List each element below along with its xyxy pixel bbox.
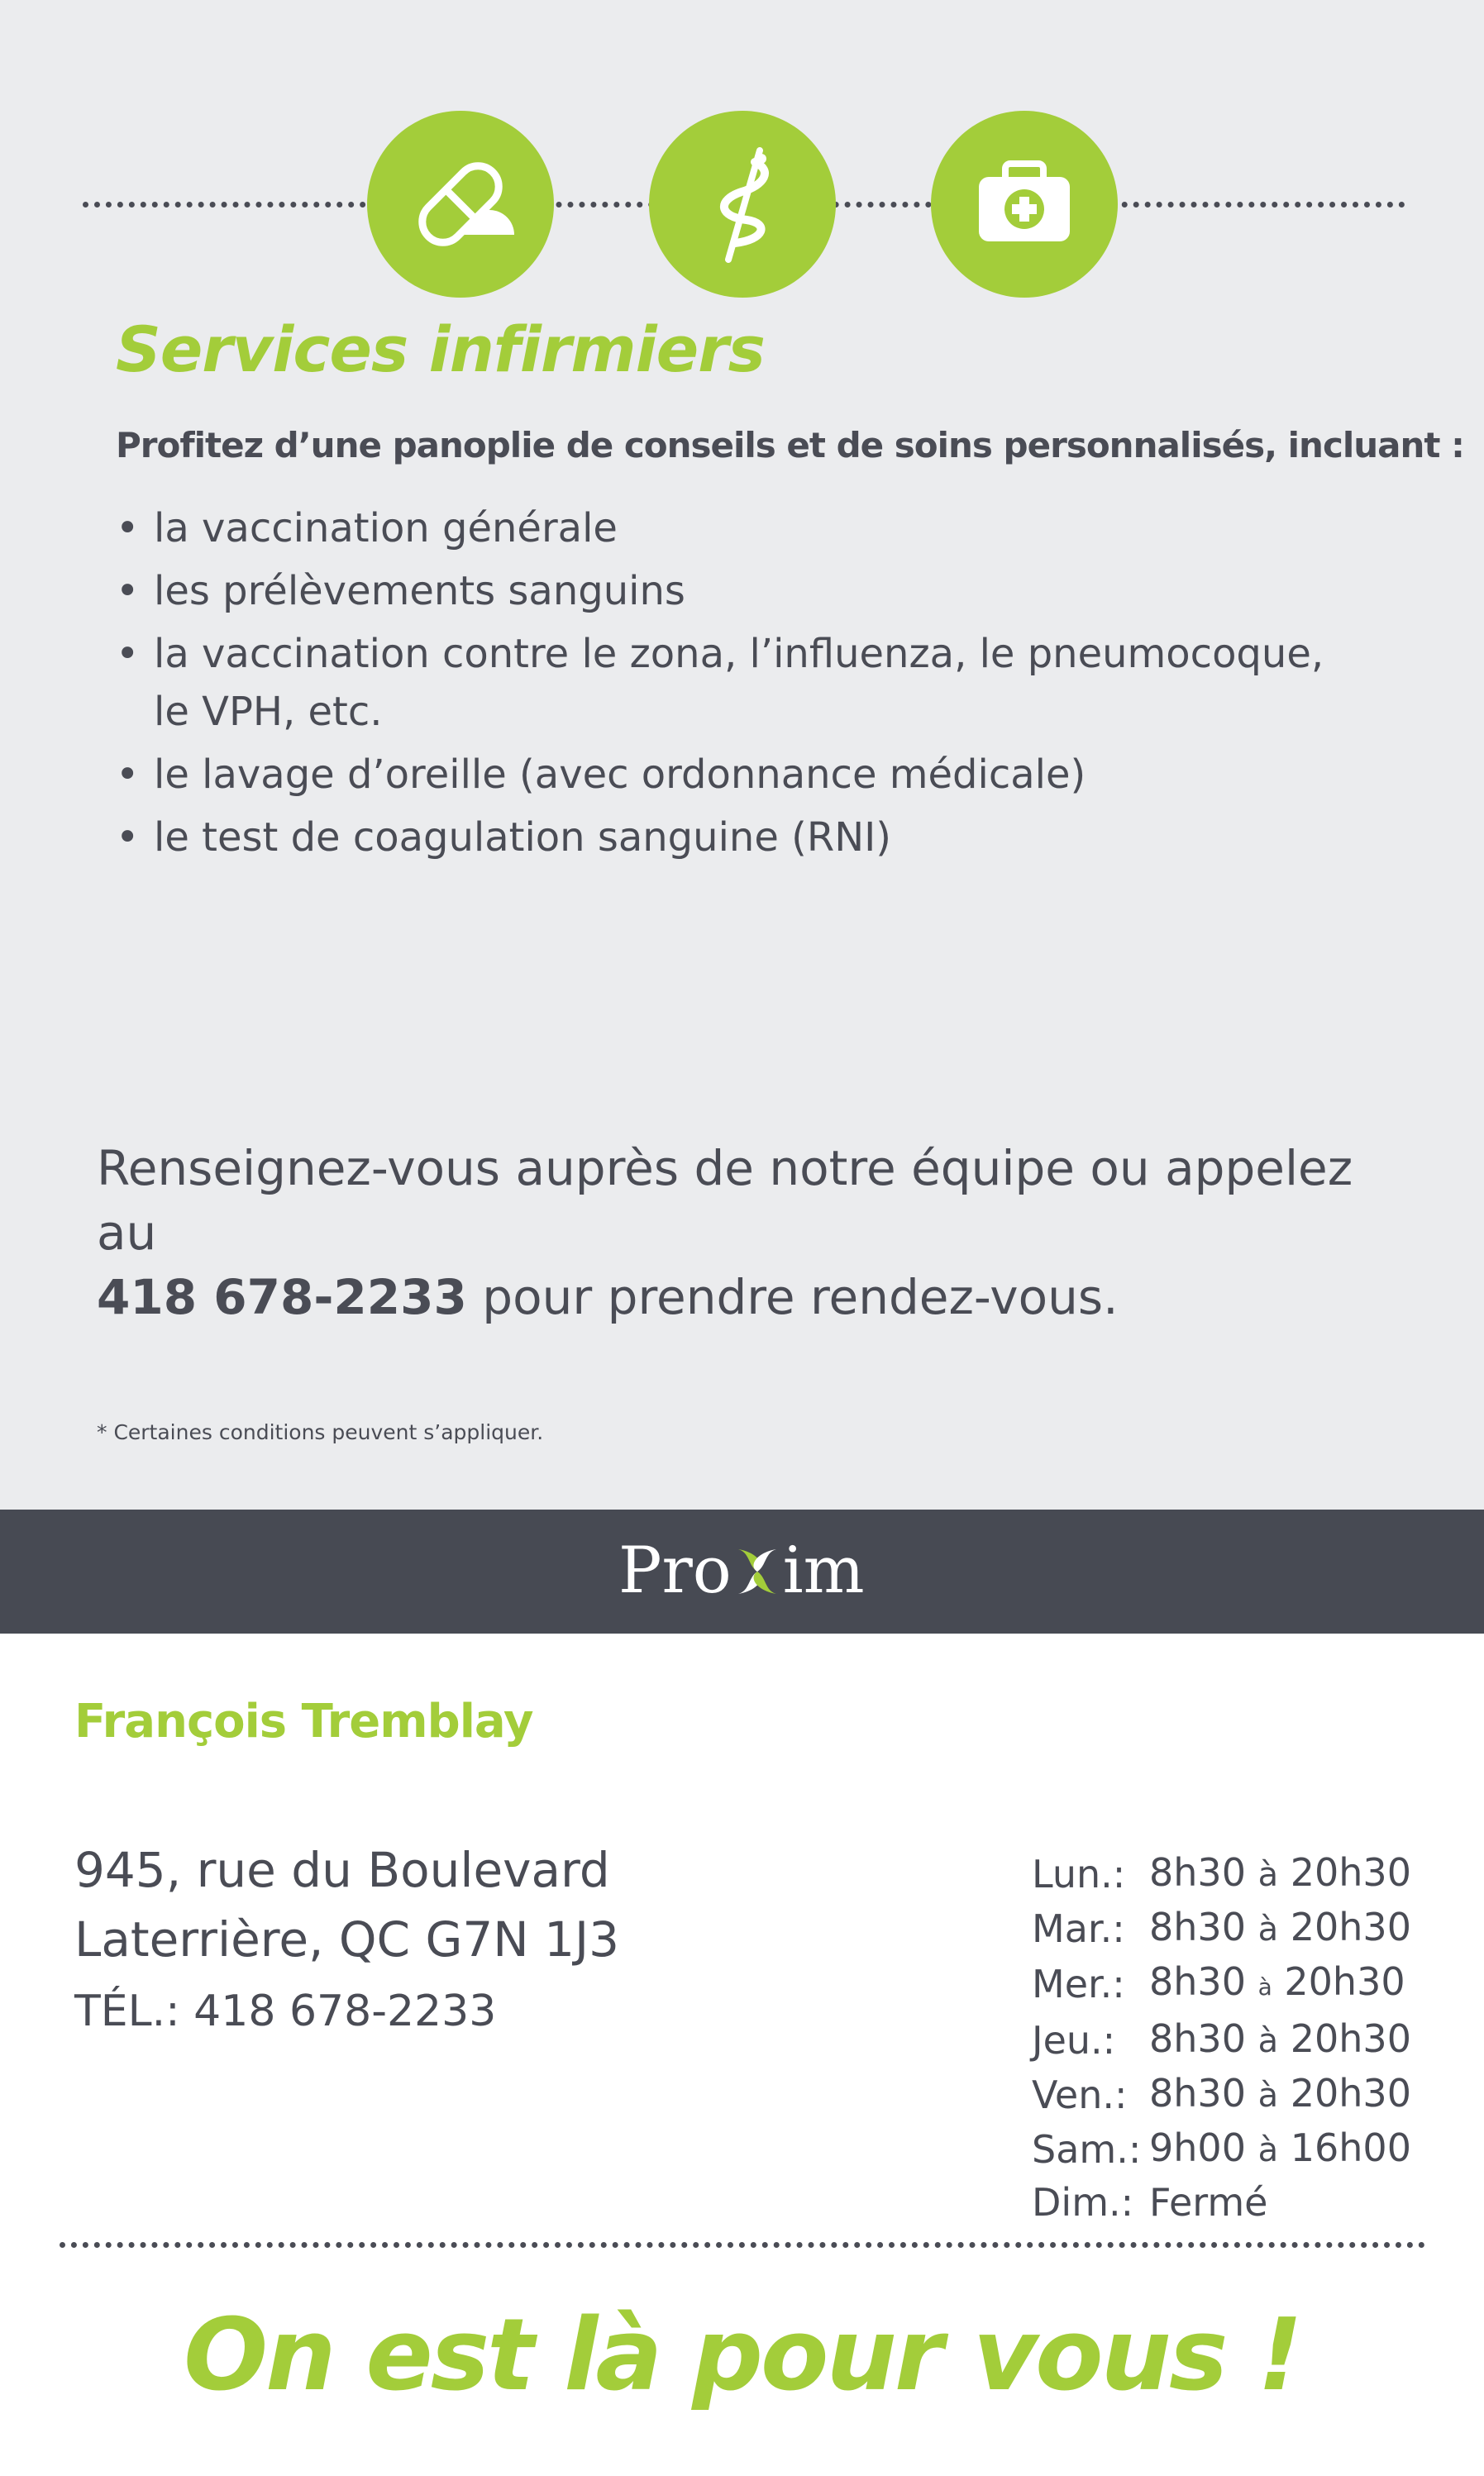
services-intro: Profitez d’une panoplie de conseils et de soins personnalisés, incluant : bbox=[116, 425, 1464, 465]
hours-row: Jeu.: 8h30 à 20h30 bbox=[1032, 2016, 1411, 2063]
list-item: • les prélèvements sanguins bbox=[116, 562, 1405, 620]
hours-row: Lun.: 8h30 à 20h30 bbox=[1032, 1850, 1411, 1896]
slogan: On est là pour vous ! bbox=[184, 2298, 1300, 2413]
first-aid-kit-icon bbox=[931, 111, 1118, 298]
leaf-x-icon bbox=[733, 1542, 781, 1600]
cta-line2: pour prendre rendez-vous. bbox=[466, 1269, 1119, 1325]
hours-row: Sam.: 9h00 à 16h00 bbox=[1032, 2125, 1411, 2172]
dotted-divider bbox=[60, 2242, 1425, 2248]
services-list bbox=[116, 499, 1405, 871]
cta-phone: 418 678-2233 bbox=[97, 1269, 467, 1325]
list-item: • la vaccination contre le zona, l’influenza, le pneumocoque, le VPH, etc. bbox=[116, 625, 1405, 741]
cta-line1: Renseignez-vous auprès de notre équipe ou appelez au bbox=[97, 1140, 1353, 1261]
footnote: * Certaines conditions peuvent s’appliquer. bbox=[97, 1420, 544, 1444]
opening-hours bbox=[1032, 1847, 1411, 2229]
pill-icon bbox=[367, 111, 554, 298]
list-item: • le lavage d’oreille (avec ordonnance médicale) bbox=[116, 746, 1405, 804]
hours-row: Mar.: 8h30 à 20h30 bbox=[1032, 1905, 1411, 1951]
section-title: Services infirmiers bbox=[116, 312, 765, 386]
proxim-logo: Pro im bbox=[618, 1534, 865, 1608]
address-block bbox=[74, 1835, 619, 2046]
hours-row: Mer.: 8h30 à 20h30 bbox=[1032, 1959, 1405, 2006]
hours-row: Ven.: 8h30 à 20h30 bbox=[1032, 2071, 1411, 2117]
list-item: • le test de coagulation sanguine (RNI) bbox=[116, 809, 1405, 866]
pharmacist-name: François Tremblay bbox=[74, 1695, 533, 1748]
call-to-action bbox=[97, 1136, 1420, 1329]
address-line: Laterrière, QC G7N 1J3 bbox=[74, 1911, 620, 1968]
hours-row: Dim.: Fermé bbox=[1032, 2180, 1268, 2225]
list-item: • la vaccination générale bbox=[116, 499, 1405, 557]
phone-number: TÉL.: 418 678-2233 bbox=[74, 1987, 497, 2036]
caduceus-icon bbox=[649, 111, 836, 298]
address-line: 945, rue du Boulevard bbox=[74, 1842, 610, 1898]
